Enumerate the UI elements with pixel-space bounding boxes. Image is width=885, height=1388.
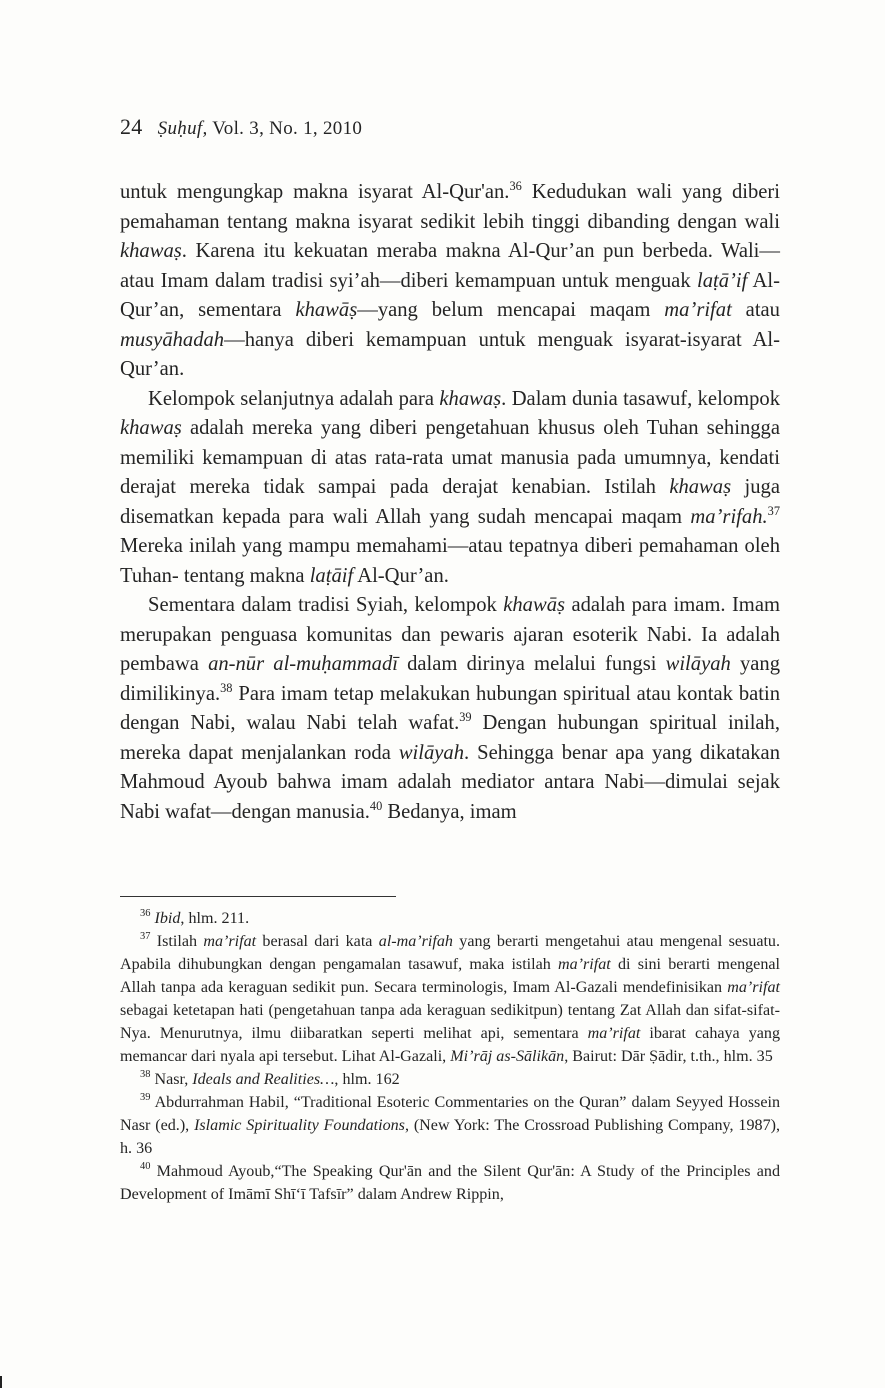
text-run: , (New York: The Crossroad Publishing Company, 1987), h. 36 <box>120 1117 781 1157</box>
italic-term: an-nūr al-muḥammadī <box>208 653 398 675</box>
footnote-divider <box>120 896 396 897</box>
italic-term: wilāyah <box>665 653 731 675</box>
text-run: Sementara dalam tradisi Syiah, kelompok <box>148 594 504 616</box>
journal-volume: Vol. 3, No. 1, 2010 <box>212 118 363 139</box>
footnote-number: 38 <box>140 1069 151 1081</box>
text-run: untuk mengungkap makna isyarat Al-Qur'an. <box>120 181 510 203</box>
italic-term: Ibid <box>154 910 181 927</box>
italic-term: khawaṣ <box>120 240 182 262</box>
italic-term: al-ma’rifah <box>378 933 453 950</box>
italic-term: khawaṣ <box>439 387 502 410</box>
footnote-ref-36: 36 <box>509 178 522 193</box>
footnote-ref-37: 37 <box>767 503 780 518</box>
footnote-36 <box>120 907 780 930</box>
italic-term: laṭā’if <box>696 269 748 292</box>
text-run: Al-Qur’an. <box>353 564 449 587</box>
paragraph-3 <box>120 591 780 827</box>
text-run: , hlm. 162 <box>334 1071 400 1088</box>
italic-term: ma’rifat <box>558 956 611 973</box>
italic-term: ma’rifat <box>727 979 780 996</box>
text-run: dalam dirinya melalui fungsi <box>397 653 666 675</box>
footnote-38 <box>120 1068 780 1091</box>
footnote-39 <box>120 1091 780 1160</box>
text-run: Kelompok selanjutnya adalah para <box>148 387 440 410</box>
journal-name: Ṣuḥuf, <box>157 118 208 139</box>
italic-term: ma’rifah. <box>690 505 768 528</box>
text-run: Istilah <box>156 933 204 950</box>
text-run: juga disematkan kepada para wali Allah yang sudah mencapai maqam <box>120 476 780 528</box>
text-run: , Bairut: Dār Ṣādir, t.th., hlm. 35 <box>564 1048 773 1065</box>
italic-term: khawāṣ <box>503 594 566 616</box>
text-run: atau <box>731 299 780 321</box>
italic-term: wilāyah <box>398 741 465 764</box>
footnote-ref-39: 39 <box>459 709 472 724</box>
footnote-ref-40: 40 <box>369 798 383 813</box>
paragraph-1 <box>120 178 780 385</box>
footnote-ref-38: 38 <box>220 680 233 695</box>
text-run: di sini berarti mengenal Allah tanpa ada keraguan sedikit pun. Secara terminologis, Imam Al-Gazali mendefinisikan <box>120 956 780 996</box>
italic-term: Ideals and Realities… <box>192 1071 335 1088</box>
text-run: Mereka inilah yang mampu memahami—atau tepatnya diberi pemahaman oleh Tuhan- tentang makna <box>120 535 780 587</box>
text-run: Abdurrahman Habil, “Traditional Esoteric Commentaries on the Quran” dalam Seyyed Hossein Nasr (ed.), <box>120 1094 780 1134</box>
text-run: adalah mereka yang diberi pengetahuan khusus oleh Tuhan sehingga memiliki kemampuan di atas rata-rata umat manusia pada umumnya, kendati derajat mereka tidak sampai pada derajat kenabian. Istilah <box>120 417 780 498</box>
page-number: 24 <box>120 114 143 139</box>
text-run: Al-Qur’an, sementara <box>120 269 780 321</box>
text-run: . Dalam dunia tasawuf, kelompok <box>501 387 780 410</box>
italic-term: khawāṣ <box>295 299 358 321</box>
paragraph-2 <box>120 385 780 592</box>
italic-term: Islamic Spirituality Foundations <box>194 1117 405 1134</box>
text-run: Dengan hubungan spiritual inilah, mereka dapat menjalankan roda <box>120 712 780 764</box>
text-run: Nasr, <box>154 1071 193 1088</box>
italic-term: Mi’rāj as-Sālikān <box>450 1048 565 1065</box>
footnote-number: 37 <box>140 931 151 943</box>
footnote-number: 40 <box>140 1161 151 1173</box>
text-run: Kedudukan wali yang diberi pemahaman tentang makna isyarat sedikit lebih tinggi dibanding dengan wali <box>120 181 780 233</box>
text-run: berasal dari kata <box>256 933 379 950</box>
italic-term: ma’rifat <box>587 1025 641 1042</box>
text-run: , hlm. 211. <box>180 910 250 927</box>
scan-margin-mark <box>0 1376 2 1388</box>
italic-term: khawaṣ <box>120 417 182 439</box>
text-run: Para imam tetap melakukan hubungan spiritual atau kontak batin dengan Nabi, walau Nabi telah wafat. <box>120 682 780 734</box>
italic-term: musyāhadah <box>120 328 225 351</box>
text-run: —yang belum mencapai maqam <box>357 299 665 321</box>
text-run: Mahmoud Ayoub,“The Speaking Qur'ān and the Silent Qur'ān: A Study of the Principles and Development of Imāmī Shī‘ī Tafsīr” dalam Andrew Rippin, <box>120 1163 780 1203</box>
italic-term: khawaṣ <box>669 476 732 498</box>
running-head <box>120 114 362 140</box>
footnote-number: 39 <box>140 1092 151 1104</box>
footnotes <box>120 907 780 1206</box>
text-run: —hanya diberi kemampuan untuk menguak isyarat-isyarat Al-Qur’an. <box>120 328 780 380</box>
italic-term: ma’rifat <box>664 299 732 321</box>
text-run: ibarat cahaya yang memancar dari nyala api tersebut. Lihat Al-Gazali, <box>120 1025 781 1065</box>
footnote-40 <box>120 1160 780 1206</box>
text-run: Bedanya, imam <box>382 800 517 823</box>
text-run: adalah para imam. Imam merupakan penguasa komunitas dan pewaris ajaran esoterik Nabi. Ia adalah pembawa <box>120 594 780 675</box>
footnote-37 <box>120 930 780 1068</box>
text-run: . Karena itu kekuatan meraba makna Al-Qur’an pun berbeda. Wali—atau Imam dalam tradisi syi’ah—diberi kemampuan untuk menguak <box>120 240 780 292</box>
text-run: . Sehingga benar apa yang dikatakan Mahmoud Ayoub bahwa imam adalah mediator antara Nabi—dimulai sejak Nabi wafat—dengan manusia. <box>120 741 780 823</box>
text-run: yang berarti mengetahui atau mengenal sesuatu. Apabila dihubungkan dengan pengamalan tasawuf, maka istilah <box>120 933 781 973</box>
text-run: sebagai ketetapan hati (pengetahuan tanpa ada keraguan sedikitpun) tentang Zat Allah dan sifat-sifat-Nya. Menurutnya, ilmu diibaratkan seperti melihat api, sementara <box>120 1002 780 1042</box>
italic-term: ma’rifat <box>203 933 257 950</box>
italic-term: laṭāif <box>309 564 354 587</box>
body-text <box>120 178 780 827</box>
text-run: yang dimilikinya. <box>120 653 780 705</box>
footnote-number: 36 <box>140 908 151 920</box>
